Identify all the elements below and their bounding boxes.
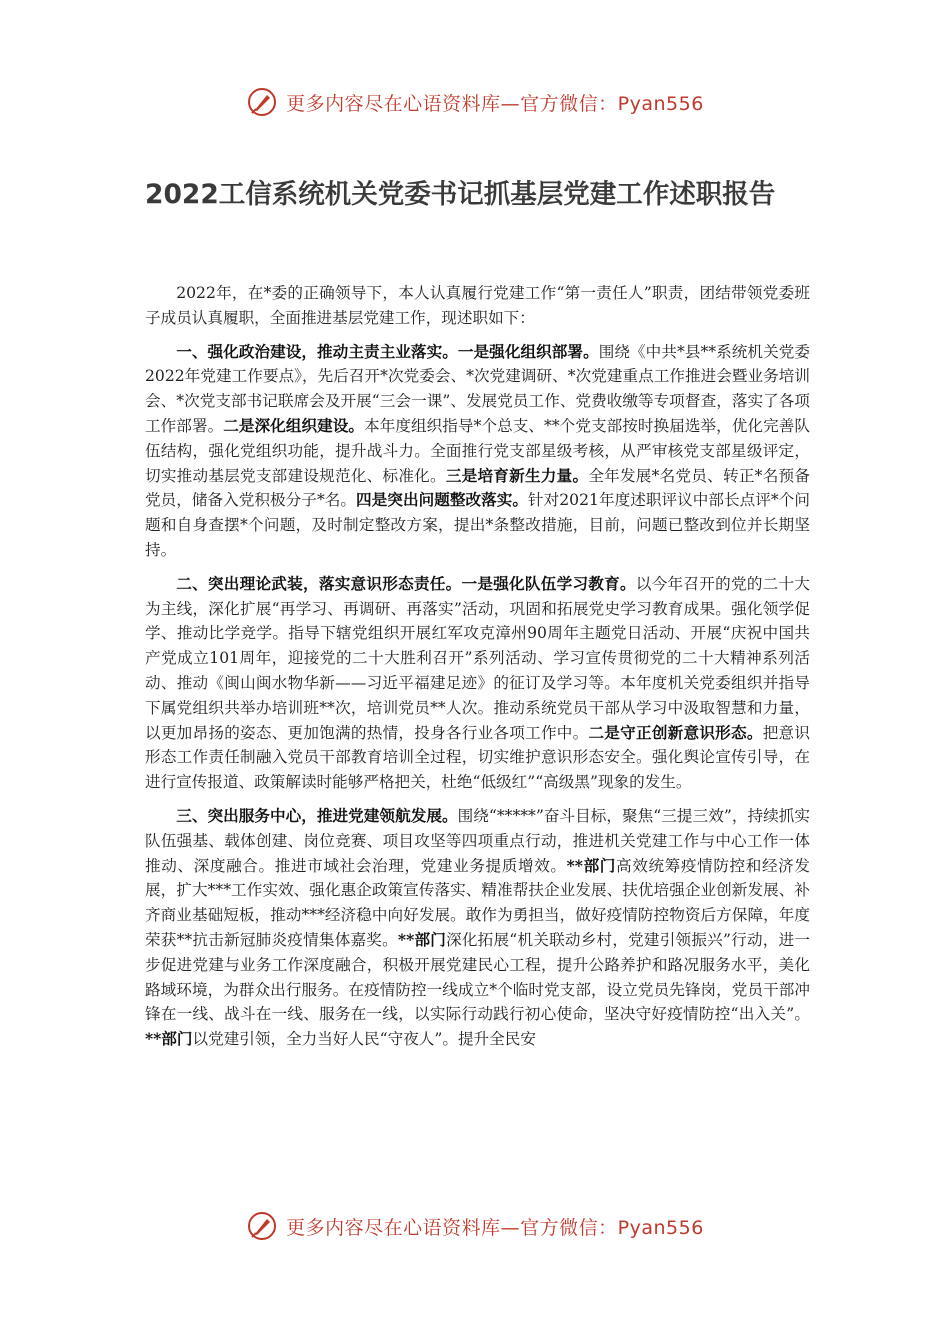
section-3-text-4: 以党建引领，全力当好人民“守夜人”。提升全民安 (192, 1030, 536, 1049)
section-1-sub1-text: 围绕《中共*县**系统机关党委2022年党建工作要点》，先后召开*次党委会、*次党建调研、*次党建重点工作推进会暨业务培训会、*次党支部书记联席会及开展“三会一课”、发展党员工作、党费收缴等专项督查，落实了各项工作部署。 (145, 342, 810, 435)
section-3-dept-2: **部门 (397, 929, 447, 949)
section-2-sub2-title: 二是守正创新意识形态。 (588, 722, 763, 742)
section-1-sub3-text: 全年发展*名党员、转正*名预备党员，储备入党积极分子*名。 (145, 466, 810, 510)
watermark-text: 更多内容尽在心语资料库—官方微信：Pyan556 (286, 92, 704, 115)
section-2-paragraph (145, 572, 810, 795)
section-2-heading: 二、突出理论武装，落实意识形态责任。 (176, 573, 462, 593)
watermark-footer (0, 1210, 950, 1242)
section-3-dept-3: **部门 (145, 1029, 193, 1049)
section-1-sub2-text: 本年度组织指导*个总支、**个党支部按时换届选举，优化完善队伍结构，强化党组织功能，提升战斗力。全面推行党支部星级考核，从严审核党支部星级评定，切实推动基层党支部建设规范化、标准化。 (145, 416, 810, 485)
section-3-heading: 三、突出服务中心，推进党建领航发展。 (176, 805, 458, 825)
section-1-sub3-title: 三是培育新生力量。 (445, 465, 589, 485)
section-3-text-3: 深化拓展“机关联动乡村，党建引领振兴”行动，进一步促进党建与业务工作深度融合，积极开展党建民心工程，提升公路养护和路况服务水平，美化路域环境，为群众出行服务。在疫情防控一线成立*个临时党支部，设立党员先锋岗，党员干部冲锋在一线、战斗在一线、服务在一线，以实际行动践行初心使命，坚决守好疫情防控“出入关”。 (145, 930, 810, 1024)
section-3-text-2: 高效统筹疫情防控和经济发展，扩大***工作实效、强化惠企政策宣传落实、精准帮扶企业发展、扶优培强企业创新发展、补齐商业基础短板，推动***经济稳中向好发展。敢作为勇担当，做好疫情防控物资后方保障，年度荣获**抗击新冠肺炎疫情集体嘉奖。 (145, 856, 810, 949)
feather-pen-icon (246, 1210, 278, 1242)
section-1-paragraph (145, 340, 810, 563)
section-3-text-1: 围绕“*****”奋斗目标，聚焦“三提三效”，持续抓实队伍强基、载体创建、岗位竞赛、项目攻坚等四项重点行动，推进机关党建工作与中心工作一体推动、深度融合。推进市域社会治理，党建业务提质增效。 (145, 806, 810, 875)
section-2-sub1-title: 一是强化队伍学习教育。 (461, 573, 636, 593)
watermark-header (0, 86, 950, 118)
section-2-sub1-text: 以今年召开的党的二十大为主线，深化扩展“再学习、再调研、再落实”活动，巩固和拓展党史学习教育成果。强化领学促学、推动比学竞学。指导下辖党组织开展红军攻克漳州90周年主题党日活动、开展“庆祝中国共产党成立101周年，迎接党的二十大胜利召开”系列活动、学习宣传贯彻党的二十大精神系列活动、推动《闽山闽水物华新——习近平福建足迹》的征订及学习等。本年度机关党委组织并指导下属党组织共举办培训班**次，培训党员**人次。推动系统党员干部从学习中汲取智慧和力量，以更加昂扬的姿态、更加饱满的热情，投身各行业各项工作中。 (145, 574, 810, 742)
feather-pen-icon (246, 86, 278, 118)
section-3-dept-1: **部门 (566, 855, 617, 875)
section-1-sub4-text: 针对2021年度述职评议中部长点评*个问题和自身查摆*个问题，及时制定整改方案，提出*条整改措施，目前，问题已整改到位并长期坚持。 (145, 491, 810, 559)
document-body (145, 281, 810, 1061)
section-3-paragraph (145, 804, 810, 1052)
document-title: 2022工信系统机关党委书记抓基层党建工作述职报告 (145, 179, 776, 210)
intro-paragraph: 2022年，在*委的正确领导下，本人认真履行党建工作“第一责任人”职责，团结带领党委班子成员认真履职，全面推进基层党建工作，现述职如下： (145, 284, 810, 327)
section-1-heading: 一、强化政治建设，推动主责主业落实。 (176, 341, 458, 361)
section-1-sub1-title: 一是强化组织部署。 (457, 341, 599, 361)
section-1-sub4-title: 四是突出问题整改落实。 (356, 490, 528, 510)
section-1-sub2-title: 二是深化组织建设。 (223, 415, 365, 435)
watermark-text: 更多内容尽在心语资料库—官方微信：Pyan556 (286, 1216, 704, 1239)
section-2-sub2-text: 把意识形态工作责任制融入党员干部教育培训全过程，切实维护意识形态安全。强化舆论宣传引导，在进行宣传报道、政策解读时能够严格把关，杜绝“低级红”“高级黑”现象的发生。 (145, 723, 810, 792)
